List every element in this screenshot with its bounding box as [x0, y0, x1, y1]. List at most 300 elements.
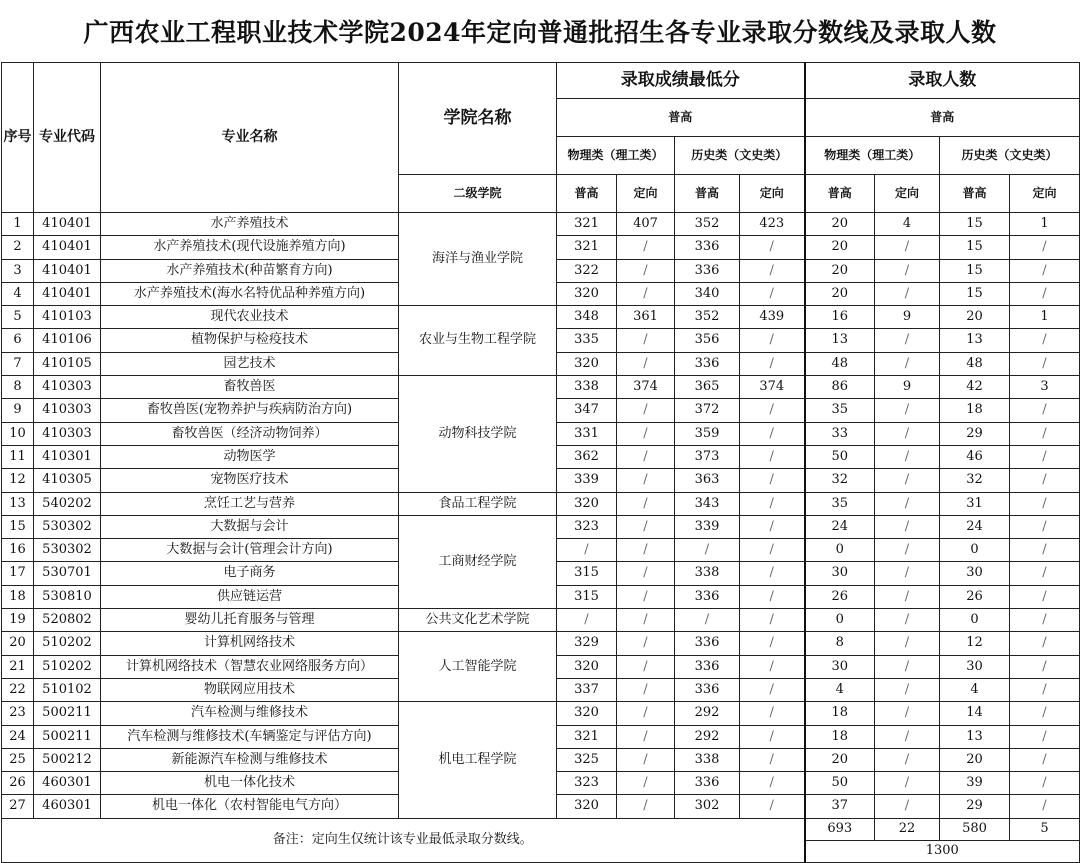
cell-pd: / [617, 492, 675, 515]
cell-seq: 8 [2, 376, 34, 399]
cell-hs: 336 [675, 678, 740, 701]
cell-pc: 0 [805, 539, 875, 562]
cell-ps: 320 [557, 492, 617, 515]
table-row [2, 306, 1080, 329]
cell-ps: 320 [557, 702, 617, 725]
cell-seq: 18 [2, 585, 34, 608]
cell-major: 汽车检测与维修技术(车辆鉴定与评估方向) [101, 725, 399, 748]
cell-hd: / [740, 539, 805, 562]
cell-hc: 29 [940, 795, 1010, 818]
cell-hs: 338 [675, 748, 740, 771]
cell-hd: / [740, 772, 805, 795]
cell-major: 园艺技术 [101, 352, 399, 375]
cell-major: 水产养殖技术(海水名特优品种养殖方向) [101, 282, 399, 305]
cell-hdc: / [1010, 609, 1080, 632]
cell-major: 汽车检测与维修技术 [101, 702, 399, 725]
cell-code: 530302 [34, 515, 101, 538]
cell-hdc: / [1010, 702, 1080, 725]
cell-pd: / [617, 795, 675, 818]
cell-pc: 35 [805, 492, 875, 515]
cell-seq: 22 [2, 678, 34, 701]
cell-hdc: 3 [1010, 376, 1080, 399]
cell-hs: 336 [675, 259, 740, 282]
cell-hdc: 1 [1010, 306, 1080, 329]
cell-ps: 348 [557, 306, 617, 329]
cell-hd: / [740, 422, 805, 445]
cell-hdc: 1 [1010, 213, 1080, 236]
cell-code: 520802 [34, 609, 101, 632]
cell-hs: 363 [675, 469, 740, 492]
cell-pd: / [617, 445, 675, 468]
cell-pc: 20 [805, 236, 875, 259]
cell-pd: / [617, 259, 675, 282]
cell-hs: 338 [675, 562, 740, 585]
cell-hc: 20 [940, 306, 1010, 329]
cell-hc: 4 [940, 678, 1010, 701]
cell-pdc: / [875, 678, 940, 701]
cell-pd: 361 [617, 306, 675, 329]
cell-college: 动物科技学院 [399, 376, 557, 492]
cell-hc: 24 [940, 515, 1010, 538]
cell-seq: 21 [2, 655, 34, 678]
cell-major: 植物保护与检疫技术 [101, 329, 399, 352]
cell-hs: 336 [675, 655, 740, 678]
cell-college: 人工智能学院 [399, 632, 557, 702]
cell-pc: 20 [805, 213, 875, 236]
cell-pc: 8 [805, 632, 875, 655]
cell-hdc: / [1010, 515, 1080, 538]
table-row [2, 632, 1080, 655]
cell-pc: 26 [805, 585, 875, 608]
cell-code: 410303 [34, 399, 101, 422]
cell-pdc: / [875, 655, 940, 678]
cell-pdc: / [875, 725, 940, 748]
cell-seq: 27 [2, 795, 34, 818]
cell-seq: 9 [2, 399, 34, 422]
cell-pdc: / [875, 748, 940, 771]
cell-pd: / [617, 399, 675, 422]
cell-pdc: 4 [875, 213, 940, 236]
cell-pc: 0 [805, 609, 875, 632]
cell-pc: 20 [805, 282, 875, 305]
cell-pd: / [617, 702, 675, 725]
cell-hc: 29 [940, 422, 1010, 445]
header-code: 专业代码 [34, 63, 101, 213]
cell-hd: / [740, 282, 805, 305]
cell-hd: / [740, 725, 805, 748]
cell-code: 510202 [34, 655, 101, 678]
cell-pdc: 9 [875, 376, 940, 399]
cell-hdc: / [1010, 259, 1080, 282]
cell-seq: 26 [2, 772, 34, 795]
cell-pd: / [617, 352, 675, 375]
cell-pdc: / [875, 282, 940, 305]
cell-major: 水产养殖技术 [101, 213, 399, 236]
table-row [2, 376, 1080, 399]
cell-pd: / [617, 655, 675, 678]
cell-pc: 16 [805, 306, 875, 329]
cell-hdc: / [1010, 329, 1080, 352]
cell-code: 410401 [34, 259, 101, 282]
cell-hd: / [740, 585, 805, 608]
cell-seq: 2 [2, 236, 34, 259]
cell-hc: 0 [940, 609, 1010, 632]
cell-major: 婴幼儿托育服务与管理 [101, 609, 399, 632]
cell-hd: 439 [740, 306, 805, 329]
cell-hdc: / [1010, 352, 1080, 375]
cell-pdc: / [875, 772, 940, 795]
cell-code: 410401 [34, 236, 101, 259]
cell-pdc: / [875, 445, 940, 468]
table-row [2, 515, 1080, 538]
cell-hc: 42 [940, 376, 1010, 399]
cell-pd: / [617, 539, 675, 562]
cell-hdc: / [1010, 539, 1080, 562]
cell-code: 500212 [34, 748, 101, 771]
cell-pc: 18 [805, 725, 875, 748]
header-min-score: 录取成绩最低分 [557, 63, 805, 99]
cell-hd: / [740, 562, 805, 585]
cell-major: 畜牧兽医 [101, 376, 399, 399]
cell-code: 410401 [34, 213, 101, 236]
header-college: 学院名称 [399, 63, 557, 175]
cell-hs: 359 [675, 422, 740, 445]
cell-major: 供应链运营 [101, 585, 399, 608]
cell-pd: / [617, 515, 675, 538]
cell-hs: 352 [675, 213, 740, 236]
sum-physics-general: 693 [805, 818, 875, 840]
cell-code: 540202 [34, 492, 101, 515]
header-admit-count: 录取人数 [805, 63, 1080, 99]
cell-seq: 20 [2, 632, 34, 655]
header-history-score: 历史类（文史类） [675, 137, 805, 175]
cell-code: 500211 [34, 725, 101, 748]
cell-hd: / [740, 609, 805, 632]
cell-hd: / [740, 329, 805, 352]
cell-ps: / [557, 609, 617, 632]
cell-hdc: / [1010, 562, 1080, 585]
cell-pd: / [617, 678, 675, 701]
cell-hc: 0 [940, 539, 1010, 562]
cell-hdc: / [1010, 422, 1080, 445]
header-pc: 普高 [805, 175, 875, 213]
header-sub-college: 二级学院 [399, 175, 557, 213]
cell-hd: / [740, 678, 805, 701]
cell-major: 现代农业技术 [101, 306, 399, 329]
cell-code: 410103 [34, 306, 101, 329]
cell-seq: 12 [2, 469, 34, 492]
cell-hdc: / [1010, 445, 1080, 468]
sum-history-directed: 5 [1010, 818, 1080, 840]
cell-hdc: / [1010, 585, 1080, 608]
cell-pd: / [617, 609, 675, 632]
cell-ps: 322 [557, 259, 617, 282]
cell-pdc: / [875, 492, 940, 515]
cell-hd: / [740, 515, 805, 538]
cell-major: 新能源汽车检测与维修技术 [101, 748, 399, 771]
table-body [2, 213, 1080, 819]
cell-hc: 31 [940, 492, 1010, 515]
cell-seq: 17 [2, 562, 34, 585]
cell-pdc: 9 [875, 306, 940, 329]
cell-hs: 292 [675, 702, 740, 725]
cell-pc: 50 [805, 772, 875, 795]
cell-pc: 86 [805, 376, 875, 399]
cell-college: 工商财经学院 [399, 515, 557, 608]
cell-hc: 46 [940, 445, 1010, 468]
cell-pdc: / [875, 562, 940, 585]
cell-hs: / [675, 609, 740, 632]
cell-hdc: / [1010, 678, 1080, 701]
cell-hdc: / [1010, 795, 1080, 818]
header-general-count: 普高 [805, 99, 1080, 137]
cell-code: 410305 [34, 469, 101, 492]
cell-code: 410301 [34, 445, 101, 468]
cell-hs: 343 [675, 492, 740, 515]
cell-major: 烹饪工艺与营养 [101, 492, 399, 515]
cell-hc: 20 [940, 748, 1010, 771]
cell-ps: 321 [557, 725, 617, 748]
cell-ps: 320 [557, 795, 617, 818]
cell-pd: / [617, 585, 675, 608]
cell-hc: 48 [940, 352, 1010, 375]
cell-code: 410303 [34, 376, 101, 399]
cell-ps: 323 [557, 515, 617, 538]
cell-ps: 337 [557, 678, 617, 701]
cell-major: 畜牧兽医(宠物养护与疾病防治方向) [101, 399, 399, 422]
cell-pd: / [617, 236, 675, 259]
cell-hc: 15 [940, 213, 1010, 236]
cell-pc: 4 [805, 678, 875, 701]
cell-code: 410401 [34, 282, 101, 305]
cell-pd: / [617, 282, 675, 305]
cell-major: 水产养殖技术(现代设施养殖方向) [101, 236, 399, 259]
cell-hd: 374 [740, 376, 805, 399]
grand-total: 1300 [805, 840, 1080, 862]
cell-ps: 362 [557, 445, 617, 468]
cell-code: 530302 [34, 539, 101, 562]
cell-pd: / [617, 772, 675, 795]
sum-physics-directed: 22 [875, 818, 940, 840]
cell-pc: 35 [805, 399, 875, 422]
cell-college: 公共文化艺术学院 [399, 609, 557, 632]
header-physics-count: 物理类（理工类） [805, 137, 940, 175]
cell-seq: 4 [2, 282, 34, 305]
cell-college: 机电工程学院 [399, 702, 557, 818]
cell-ps: 335 [557, 329, 617, 352]
cell-pdc: / [875, 632, 940, 655]
header-pd: 定向 [617, 175, 675, 213]
cell-pdc: / [875, 609, 940, 632]
cell-hc: 13 [940, 329, 1010, 352]
cell-code: 510102 [34, 678, 101, 701]
cell-hc: 30 [940, 562, 1010, 585]
table-row [2, 213, 1080, 236]
cell-seq: 6 [2, 329, 34, 352]
cell-seq: 15 [2, 515, 34, 538]
cell-hs: 336 [675, 236, 740, 259]
cell-hd: / [740, 632, 805, 655]
cell-hc: 15 [940, 259, 1010, 282]
cell-hd: / [740, 492, 805, 515]
header-seq: 序号 [2, 63, 34, 213]
cell-hs: 336 [675, 585, 740, 608]
cell-ps: 339 [557, 469, 617, 492]
cell-pc: 20 [805, 748, 875, 771]
cell-hs: 292 [675, 725, 740, 748]
cell-pdc: / [875, 702, 940, 725]
footer-note: 备注：定向生仅统计该专业最低录取分数线。 [2, 818, 805, 862]
cell-pdc: / [875, 329, 940, 352]
cell-hd: / [740, 445, 805, 468]
cell-hc: 18 [940, 399, 1010, 422]
cell-hdc: / [1010, 236, 1080, 259]
cell-major: 机电一体化技术 [101, 772, 399, 795]
cell-pc: 13 [805, 329, 875, 352]
cell-hd: / [740, 259, 805, 282]
cell-ps: 315 [557, 585, 617, 608]
cell-pd: 374 [617, 376, 675, 399]
cell-hd: / [740, 702, 805, 725]
header-hdc: 定向 [1010, 175, 1080, 213]
cell-code: 530701 [34, 562, 101, 585]
cell-major: 宠物医疗技术 [101, 469, 399, 492]
cell-seq: 7 [2, 352, 34, 375]
cell-pc: 18 [805, 702, 875, 725]
cell-college: 农业与生物工程学院 [399, 306, 557, 376]
cell-hd: / [740, 236, 805, 259]
cell-pc: 30 [805, 562, 875, 585]
cell-major: 计算机网络技术（智慧农业网络服务方向） [101, 655, 399, 678]
cell-hs: 302 [675, 795, 740, 818]
cell-pd: / [617, 632, 675, 655]
cell-seq: 24 [2, 725, 34, 748]
admission-table [1, 62, 1080, 863]
cell-ps: 321 [557, 236, 617, 259]
cell-pdc: / [875, 469, 940, 492]
cell-hs: 365 [675, 376, 740, 399]
cell-hd: / [740, 795, 805, 818]
cell-hdc: / [1010, 655, 1080, 678]
cell-hd: / [740, 655, 805, 678]
cell-seq: 3 [2, 259, 34, 282]
cell-college: 海洋与渔业学院 [399, 213, 557, 306]
cell-major: 计算机网络技术 [101, 632, 399, 655]
cell-major: 动物医学 [101, 445, 399, 468]
cell-pdc: / [875, 539, 940, 562]
cell-hdc: / [1010, 282, 1080, 305]
header-general-score: 普高 [557, 99, 805, 137]
cell-college: 食品工程学院 [399, 492, 557, 515]
cell-hs: / [675, 539, 740, 562]
cell-seq: 5 [2, 306, 34, 329]
header-major: 专业名称 [101, 63, 399, 213]
cell-hc: 15 [940, 282, 1010, 305]
cell-code: 460301 [34, 772, 101, 795]
cell-ps: 325 [557, 748, 617, 771]
header-ps: 普高 [557, 175, 617, 213]
cell-ps: 320 [557, 282, 617, 305]
cell-pc: 48 [805, 352, 875, 375]
cell-hc: 13 [940, 725, 1010, 748]
cell-hs: 339 [675, 515, 740, 538]
cell-hs: 340 [675, 282, 740, 305]
header-hd: 定向 [740, 175, 805, 213]
table-row [2, 702, 1080, 725]
cell-pd: / [617, 329, 675, 352]
cell-hs: 352 [675, 306, 740, 329]
page-title: 广西农业工程职业技术学院2024年定向普通批招生各专业录取分数线及录取人数 [83, 18, 997, 47]
cell-hdc: / [1010, 492, 1080, 515]
cell-ps: 331 [557, 422, 617, 445]
cell-code: 510202 [34, 632, 101, 655]
cell-seq: 16 [2, 539, 34, 562]
cell-hc: 12 [940, 632, 1010, 655]
cell-hd: 423 [740, 213, 805, 236]
cell-hd: / [740, 399, 805, 422]
cell-pc: 50 [805, 445, 875, 468]
cell-pdc: / [875, 515, 940, 538]
cell-pdc: / [875, 236, 940, 259]
cell-code: 410303 [34, 422, 101, 445]
cell-ps: 315 [557, 562, 617, 585]
cell-ps: 323 [557, 772, 617, 795]
cell-hdc: / [1010, 469, 1080, 492]
cell-pdc: / [875, 259, 940, 282]
cell-pd: / [617, 725, 675, 748]
cell-pc: 32 [805, 469, 875, 492]
header-history-count: 历史类（文史类） [940, 137, 1080, 175]
cell-code: 500211 [34, 702, 101, 725]
cell-hdc: / [1010, 725, 1080, 748]
cell-pd: / [617, 562, 675, 585]
sum-history-general: 580 [940, 818, 1010, 840]
cell-hc: 15 [940, 236, 1010, 259]
cell-hc: 26 [940, 585, 1010, 608]
cell-code: 410105 [34, 352, 101, 375]
cell-hd: / [740, 352, 805, 375]
table-row [2, 492, 1080, 515]
header-pdc: 定向 [875, 175, 940, 213]
table-row [2, 609, 1080, 632]
cell-major: 大数据与会计 [101, 515, 399, 538]
cell-seq: 1 [2, 213, 34, 236]
cell-major: 物联网应用技术 [101, 678, 399, 701]
cell-pd: 407 [617, 213, 675, 236]
cell-ps: 321 [557, 213, 617, 236]
cell-pc: 20 [805, 259, 875, 282]
cell-seq: 25 [2, 748, 34, 771]
cell-major: 水产养殖技术(种苗繁育方向) [101, 259, 399, 282]
cell-hs: 336 [675, 772, 740, 795]
cell-ps: 329 [557, 632, 617, 655]
cell-pd: / [617, 422, 675, 445]
cell-hc: 30 [940, 655, 1010, 678]
cell-ps: 320 [557, 352, 617, 375]
cell-ps: / [557, 539, 617, 562]
cell-pdc: / [875, 585, 940, 608]
cell-seq: 10 [2, 422, 34, 445]
cell-pc: 33 [805, 422, 875, 445]
cell-hdc: / [1010, 399, 1080, 422]
cell-pc: 37 [805, 795, 875, 818]
cell-hdc: / [1010, 632, 1080, 655]
header-hc: 普高 [940, 175, 1010, 213]
cell-pc: 24 [805, 515, 875, 538]
cell-hc: 32 [940, 469, 1010, 492]
cell-hdc: / [1010, 748, 1080, 771]
header-hs: 普高 [675, 175, 740, 213]
